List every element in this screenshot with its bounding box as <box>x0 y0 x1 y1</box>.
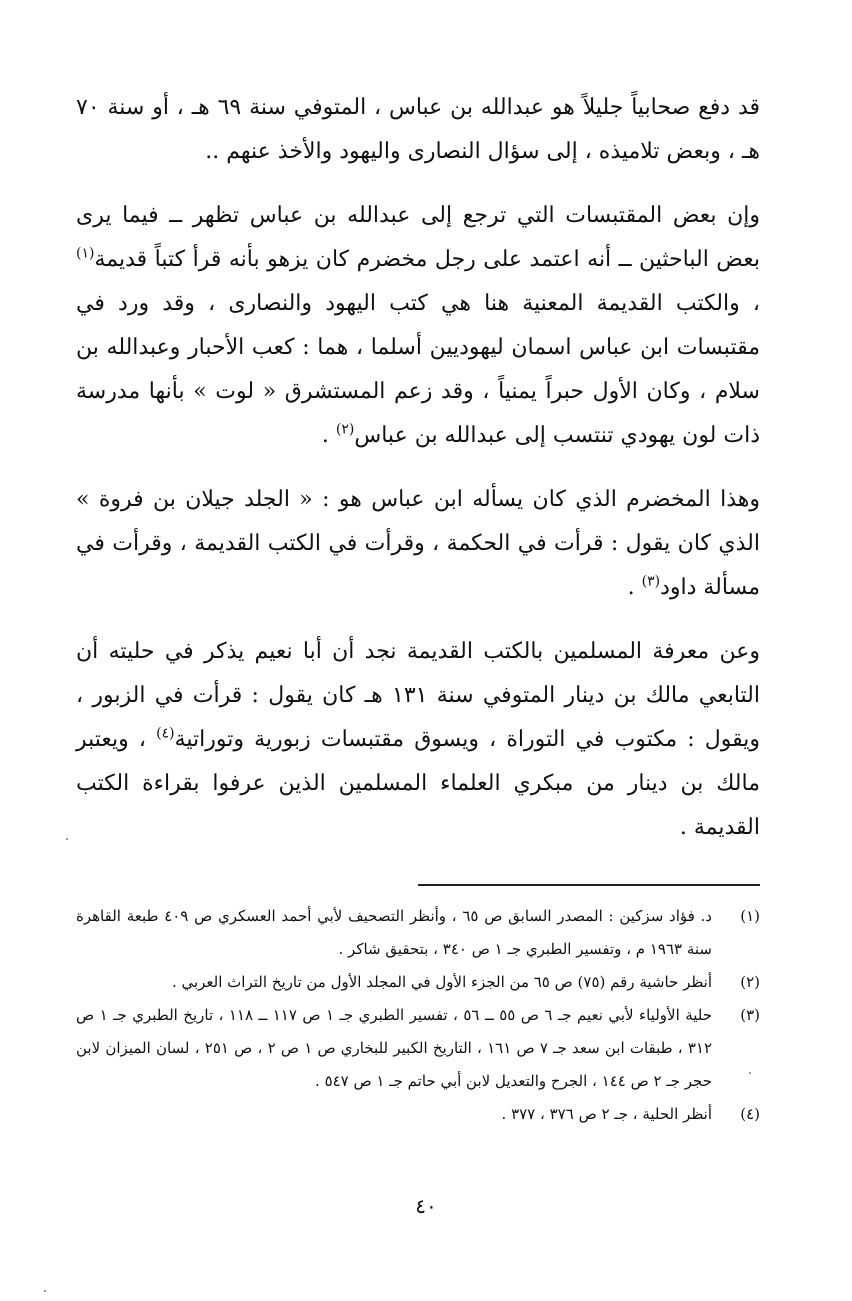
page-number: ٤٠ <box>415 1194 437 1218</box>
footnote-text: أنظر الحلية ، جـ ٢ ص ٣٧٦ ، ٣٧٧ . <box>501 1105 712 1123</box>
paragraph <box>76 194 760 458</box>
footnote-reference: (٢) <box>335 421 355 438</box>
paragraph <box>76 630 760 850</box>
footnote-text: أنظر حاشية رقم (٧٥) ص ٦٥ من الجزء الأول في المجلد الأول من تاريخ التراث العربي . <box>171 973 712 991</box>
paragraph-text: وعن معرفة المسلمين بالكتب القديمة نجد أن أبا نعيم يذكر في حليته أن التابعي مالك بن دينار المتوفي سنة ١٣١ هـ كان يقول : قرأت في الزبور ، ويقول : مكتوب في التوراة ، ويسوق مقتبسات زبورية وتوراتية <box>76 639 761 752</box>
paragraph <box>76 86 760 174</box>
footnote <box>76 999 760 1098</box>
paragraph-text: ، والكتب القديمة المعنية هنا هي كتب اليهود والنصارى ، وقد ورد في مقتبسات ابن عباس اسمان ليهوديين أسلما ، هما : كعب الأحبار وعبدالله بن سلام ، وكان الأول حبراً يمنياً ، وقد زعم المستشرق « لوت » بأنها مدرسة ذات لون يهودي تنتسب إلى عبدالله بن عباس <box>76 291 760 448</box>
footnote <box>76 1098 760 1131</box>
paragraph-text: . <box>321 423 336 448</box>
paragraph <box>76 478 760 610</box>
footnote-text: د. فؤاد سزكين : المصدر السابق ص ٦٥ ، وأنظر التصحيف لأبي أحمد العسكري ص ٤٠٩ طبعة القاهرة سنة ١٩٦٣ م ، وتفسير الطبري جـ ١ ص ٣٤٠ ، بتحقيق شاكر . <box>76 907 712 958</box>
paragraph-text: ، ويعتبر مالك بن دينار من مبكري العلماء المسلمين الذين عرفوا بقراءة الكتب القديمة . <box>76 727 760 840</box>
footnote <box>76 900 760 966</box>
scan-speck <box>749 1072 751 1074</box>
footnote-reference: (١) <box>76 245 95 262</box>
paragraph-text: وإن بعض المقتبسات التي ترجع إلى عبدالله بن عباس تظهر ــ فيما يرى بعض الباحثين ــ أنه اعتمد على رجل مخضرم كان يزهو بأنه قرأ كتباً قديمة <box>76 203 760 272</box>
footnote-text: حلية الأولياء لأبي نعيم جـ ٦ ص ٥٥ ــ ٥٦ ، تفسير الطبري جـ ١ ص ١١٧ ــ ١١٨ ، تاريخ الطبري جـ ١ ص ٣١٢ ، طبقات ابن سعد جـ ٧ ص ١٦١ ، التاريخ الكبير للبخاري ص ١ ص ٢ ، ص ٢٥١ ، لسان الميزان لابن حجر جـ ٢ ص ١٤٤ ، الجرح والتعديل لابن أبي حاتم جـ ١ ص ٥٤٧ . <box>76 1006 713 1090</box>
footnote-separator <box>418 884 760 886</box>
scan-speck <box>44 1290 46 1292</box>
paragraph-text: قد دفع صحابياً جليلاً هو عبدالله بن عباس ، المتوفي سنة ٦٩ هـ ، أو سنة ٧٠ هـ ، وبعض تلاميذه ، إلى سؤال النصارى واليهود والأخذ عنهم .. <box>76 95 761 164</box>
footnote <box>76 966 760 999</box>
footnote-number: (٤) <box>740 1105 760 1123</box>
footnote-reference: (٤) <box>156 725 175 742</box>
footnote-number: (٢) <box>740 973 760 991</box>
footnote-reference: (٣) <box>641 573 661 590</box>
footnotes-section <box>76 900 760 1131</box>
paragraph-text: وهذا المخضرم الذي كان يسأله ابن عباس هو : « الجلد جيلان بن فروة » الذي كان يقول : قرأت في الحكمة ، وقرأت في الكتب القديمة ، وقرأت في مسألة داود <box>76 487 760 600</box>
paragraph-text: . <box>627 575 642 600</box>
main-text <box>76 86 760 870</box>
scan-speck <box>66 838 68 840</box>
footnote-number: (١) <box>740 907 760 925</box>
footnote-number: (٣) <box>740 1006 760 1024</box>
